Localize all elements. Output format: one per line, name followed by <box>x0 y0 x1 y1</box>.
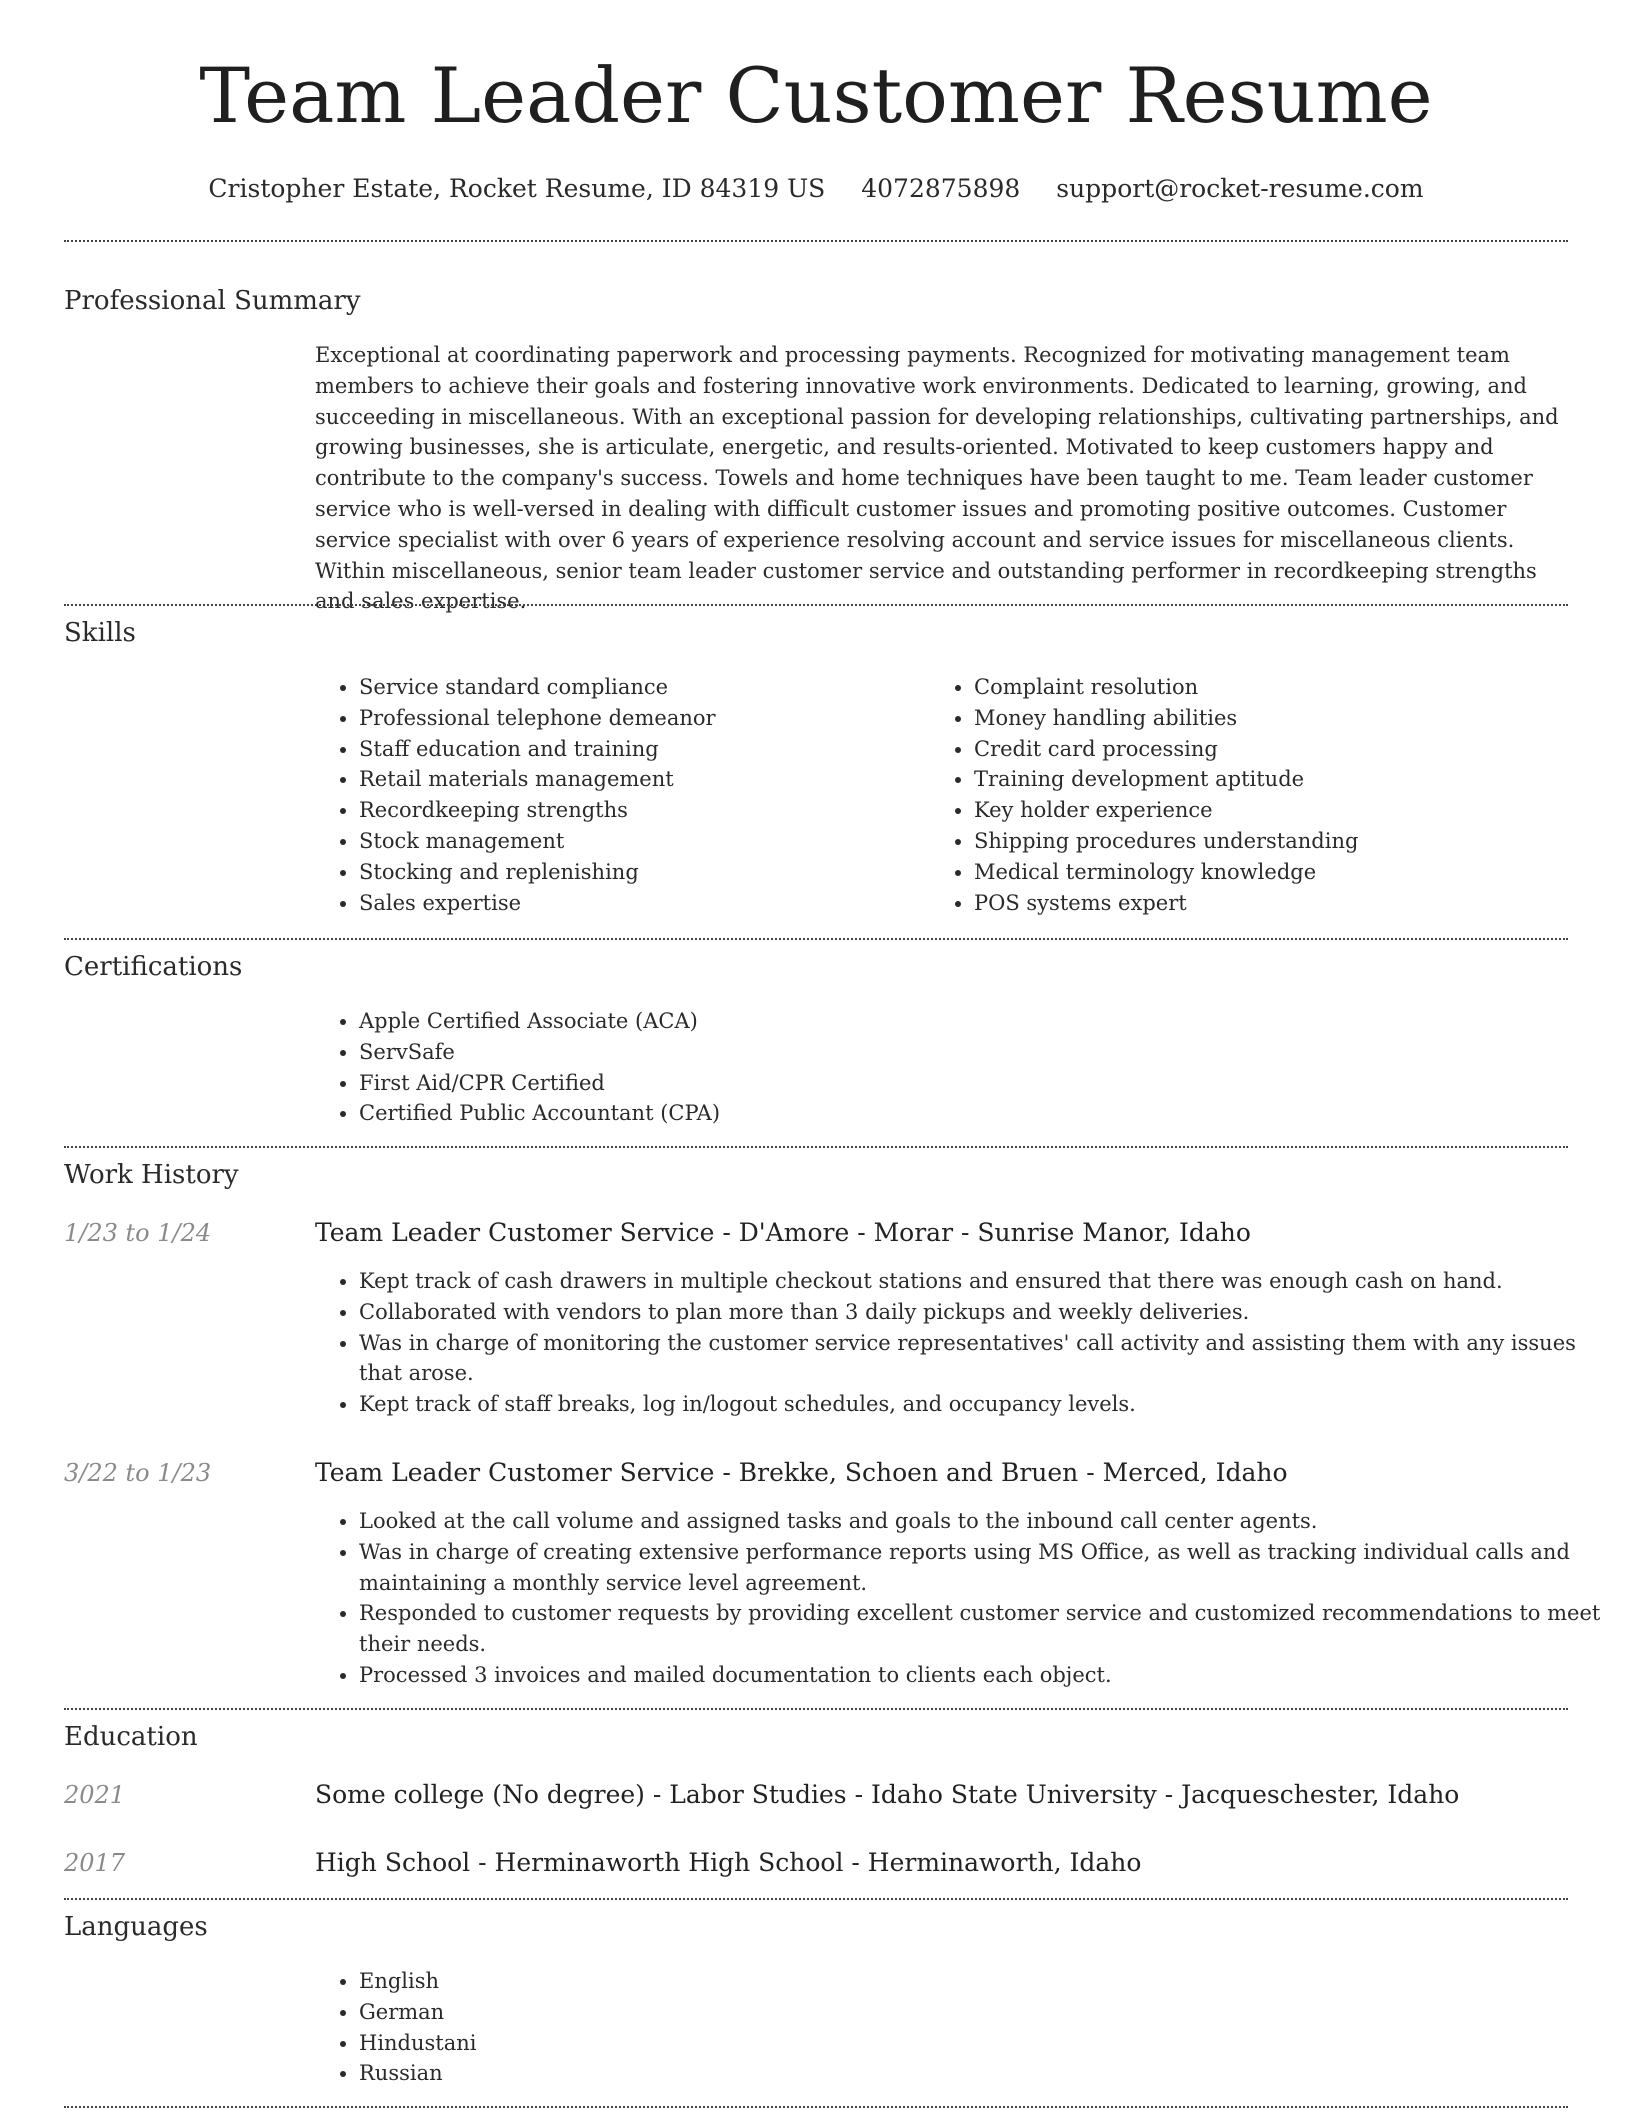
list-item: • Credit card processing <box>974 734 1574 765</box>
list-item: • Apple Certified Associate (ACA) <box>359 1006 1559 1037</box>
divider <box>64 1898 1568 1900</box>
skills-list-left <box>315 672 919 918</box>
divider <box>64 1708 1568 1710</box>
list-item: • Medical terminology knowledge <box>974 857 1574 888</box>
education-entry: High School - Herminaworth High School - Herminaworth, Idaho <box>315 1848 1142 1877</box>
list-item: • ServSafe <box>359 1037 1559 1068</box>
education-year: 2021 <box>64 1781 126 1809</box>
list-item: • First Aid/CPR Certified <box>359 1068 1559 1099</box>
languages-list <box>315 1966 1559 2089</box>
list-item: • Was in charge of monitoring the customer service representatives' call activity and assisting them with any issues that arose. <box>359 1328 1615 1390</box>
job-title: Team Leader Customer Service - D'Amore - Morar - Sunrise Manor, Idaho <box>315 1218 1251 1247</box>
section-heading-work-history: Work History <box>64 1160 239 1190</box>
list-item: • German <box>359 1997 1559 2028</box>
list-item: • Kept track of cash drawers in multiple checkout stations and ensured that there was enough cash on hand. <box>359 1266 1615 1297</box>
list-item: • Responded to customer requests by providing excellent customer service and customized recommendations to meet their needs. <box>359 1598 1615 1660</box>
education-entry: Some college (No degree) - Labor Studies - Idaho State University - Jacqueschester, Idaho <box>315 1780 1460 1809</box>
list-item: • Staff education and training <box>359 734 919 765</box>
divider <box>64 240 1568 242</box>
list-item: • Professional telephone demeanor <box>359 703 919 734</box>
list-item: • Shipping procedures understanding <box>974 826 1574 857</box>
list-item: • Recordkeeping strengths <box>359 795 919 826</box>
list-item: • Complaint resolution <box>974 672 1574 703</box>
list-item: • POS systems expert <box>974 888 1574 919</box>
job-dates: 1/23 to 1/24 <box>64 1219 212 1247</box>
list-item: • Hindustani <box>359 2028 1559 2059</box>
list-item: • Collaborated with vendors to plan more than 3 daily pickups and weekly deliveries. <box>359 1297 1615 1328</box>
section-heading-languages: Languages <box>64 1912 208 1942</box>
list-item: • Stocking and replenishing <box>359 857 919 888</box>
list-item: • Key holder experience <box>974 795 1574 826</box>
summary-text: Exceptional at coordinating paperwork and processing payments. Recognized for motivating management team members to achieve their goals and fostering innovative work environments. Dedicated to learning, growing, and succeeding in miscellaneous. With an exceptional passion for developing relationships, cultivating partnerships, and growing businesses, she is articulate, energetic, and results-oriented. Motivated to keep customers happy and contribute to the company's success. Towels and home techniques have been taught to me. Team leader customer service who is well-versed in dealing with difficult customer issues and promoting positive outcomes. Customer service specialist with over 6 years of experience resolving account and service issues for miscellaneous clients. Within miscellaneous, senior team leader customer service and outstanding performer in recordkeeping strengths and sales expertise. <box>315 343 1559 614</box>
list-item: • Sales expertise <box>359 888 919 919</box>
list-item: • Service standard compliance <box>359 672 919 703</box>
list-item: • Retail materials management <box>359 764 919 795</box>
list-item: • Certified Public Accountant (CPA) <box>359 1098 1559 1129</box>
list-item: • Kept track of staff breaks, log in/logout schedules, and occupancy levels. <box>359 1389 1615 1420</box>
job-title: Team Leader Customer Service - Brekke, Schoen and Bruen - Merced, Idaho <box>315 1458 1288 1487</box>
divider <box>64 938 1568 940</box>
section-heading-skills: Skills <box>64 618 136 648</box>
list-item: • Looked at the call volume and assigned tasks and goals to the inbound call center agents. <box>359 1506 1615 1537</box>
section-heading-education: Education <box>64 1722 198 1752</box>
skills-list-right <box>930 672 1574 918</box>
section-heading-certifications: Certifications <box>64 952 243 982</box>
list-item: • Was in charge of creating extensive performance reports using MS Office, as well as tracking individual calls and maintaining a monthly service level agreement. <box>359 1537 1615 1599</box>
list-item: • English <box>359 1966 1559 1997</box>
section-heading-summary: Professional Summary <box>64 286 361 316</box>
certifications-list <box>315 1006 1559 1129</box>
divider <box>64 2106 1568 2108</box>
job-dates: 3/22 to 1/23 <box>64 1459 212 1487</box>
job-bullets <box>315 1266 1615 1420</box>
education-year: 2017 <box>64 1849 126 1877</box>
list-item: • Stock management <box>359 826 919 857</box>
contact-address: Cristopher Estate, Rocket Resume, ID 84319 US <box>208 174 826 203</box>
divider <box>64 604 1568 606</box>
resume-title: Team Leader Customer Resume <box>199 51 1433 140</box>
list-item: • Processed 3 invoices and mailed documentation to clients each object. <box>359 1660 1615 1691</box>
divider <box>64 1146 1568 1148</box>
contact-phone: 4072875898 <box>861 174 1021 203</box>
job-bullets <box>315 1506 1615 1691</box>
list-item: • Russian <box>359 2058 1559 2089</box>
list-item: • Money handling abilities <box>974 703 1574 734</box>
contact-email[interactable]: support@rocket-resume.com <box>1056 174 1424 203</box>
contact-line <box>0 172 1632 206</box>
list-item: • Training development aptitude <box>974 764 1574 795</box>
